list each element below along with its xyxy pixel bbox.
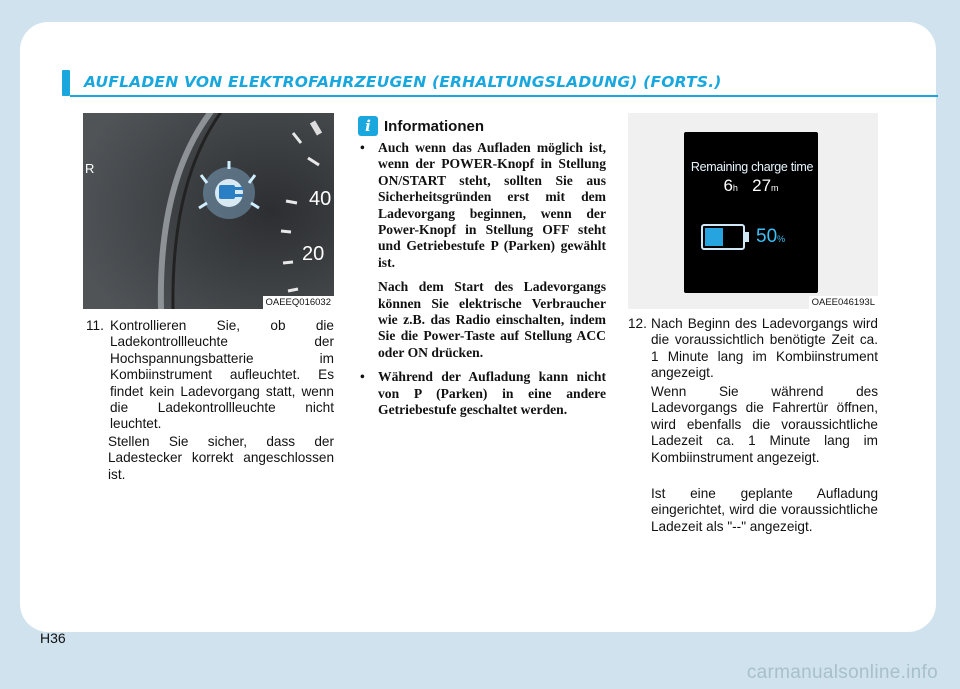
- battery-percent-value: 50: [756, 226, 778, 247]
- minutes-value: 27: [752, 176, 772, 195]
- charge-display-figure: [628, 113, 878, 309]
- bullet-dot: •: [360, 140, 365, 155]
- info-bullet: [358, 140, 606, 361]
- figure-code-left: OAEEQ016032: [263, 296, 335, 309]
- info-bullet-1-text: Auch wenn das Aufladen möglich ist, wenn der POWER-Knopf in Stellung ON/START steht, sollten Sie aus Sicherheitsgründen erst mit dem Ladevorgang beginnen, wenn der Power-Knopf in Stellung OFF steht und Getriebestufe P (Parken) gewählt ist.: [378, 140, 606, 270]
- watermark: carmanualsonline.info: [746, 662, 938, 683]
- step-11-text: Kontrollieren Sie, ob die Ladekontrollleuchte der Hochspannungsbatterie im Kombiinstrument aufleuchtet. Es findet kein Ladevorgang statt, wenn die Ladekontrollleuchte nicht leuchtet.: [110, 318, 334, 432]
- hours-value: 6: [723, 176, 733, 195]
- remaining-time: [684, 176, 818, 196]
- page-number: H36: [40, 630, 66, 646]
- heading-underline: [70, 95, 938, 97]
- battery-fill: [705, 228, 723, 246]
- step-12: [628, 316, 878, 382]
- cluster-illustration: [83, 113, 334, 309]
- gear-indicator-letter: R: [85, 161, 95, 176]
- percent-unit: %: [777, 234, 786, 244]
- step-12-text-3: Ist eine geplante Aufladung eingerichtet, wird die voraussichtliche Ladezeit als "--" angezeigt.: [651, 486, 878, 534]
- step-number: 12.: [628, 316, 647, 331]
- info-title: Informationen: [384, 118, 484, 135]
- info-bullet-1-text-2: Nach dem Start des Ladevorgangs können Sie elektrische Verbraucher wie z.B. das Radio einschalten, indem Sie die Power-Taste auf Stellung ACC oder ON drücken.: [378, 279, 606, 360]
- hours-unit: h: [732, 183, 738, 193]
- step-11-text-2: Stellen Sie sicher, dass der Ladestecker korrekt angeschlossen ist.: [108, 434, 334, 482]
- info-bullet-2-text: Während der Aufladung kann nicht von P (Parken) in eine andere Getriebestufe geschaltet werden.: [378, 369, 606, 418]
- heading-accent-bar: [62, 70, 70, 96]
- step-number: 11.: [86, 318, 104, 333]
- step-12-text-2: Wenn Sie während des Ladevorgangs die Fahrertür öffnen, wird ebenfalls die voraussichtliche Ladezeit ca. 1 Minute lang im Kombiinstrument angezeigt.: [651, 384, 878, 465]
- battery-tip: [745, 232, 749, 242]
- cluster-figure: [83, 113, 334, 309]
- info-bullet: [358, 369, 606, 418]
- screen-title: Remaining charge time: [690, 160, 814, 174]
- cluster-screen: [684, 132, 818, 293]
- speed-label-40: 40: [309, 188, 332, 210]
- step-12-text: Nach Beginn des Ladevorgangs wird die voraussichtlich benötigte Zeit ca. 1 Minute lang im Kombiinstrument angezeigt.: [651, 316, 878, 381]
- minutes-unit: m: [771, 183, 779, 193]
- battery-percent: [756, 226, 785, 248]
- battery-icon: [701, 224, 745, 250]
- bullet-dot: •: [360, 369, 365, 385]
- step-11: [86, 318, 334, 433]
- speed-label-20: 20: [302, 243, 325, 265]
- figure-code-right: OAEE046193L: [809, 296, 878, 309]
- info-bullets: [358, 140, 606, 427]
- info-icon: i: [358, 116, 378, 136]
- section-heading: AUFLADEN VON ELEKTROFAHRZEUGEN (ERHALTUNGSLADUNG) (FORTS.): [84, 73, 722, 91]
